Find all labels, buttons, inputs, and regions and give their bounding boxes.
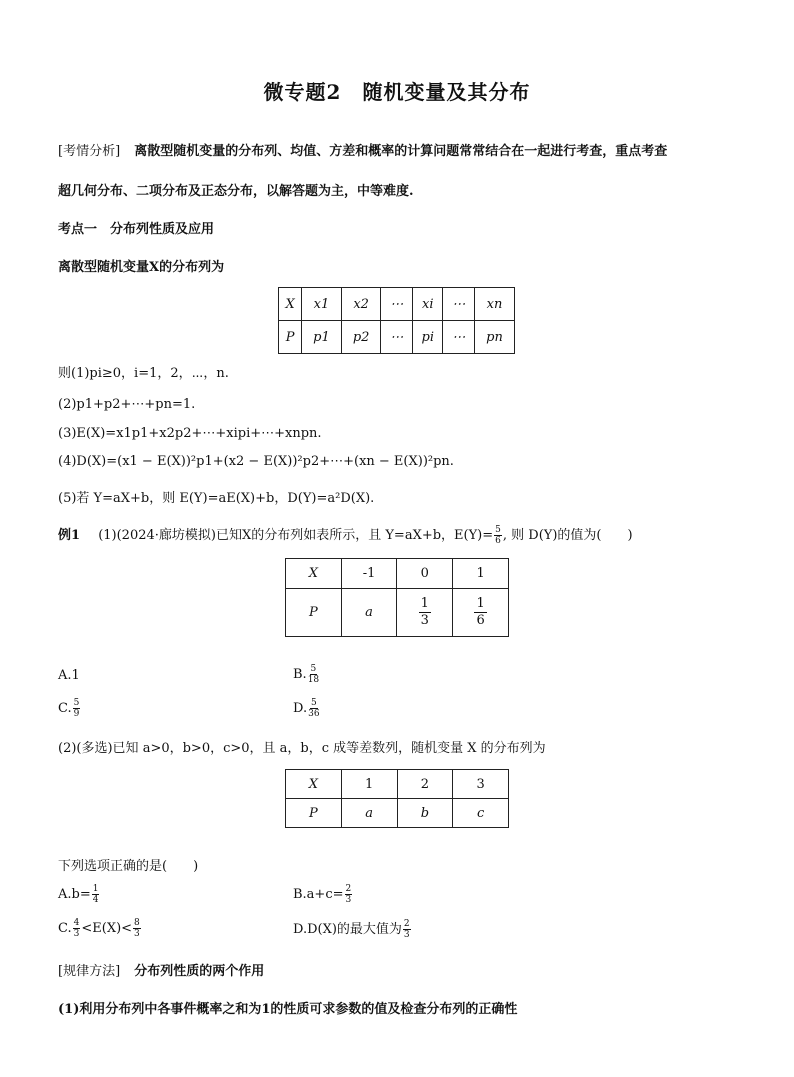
q2-option-a: A.b= $\frac{1}{4}$ (58, 884, 99, 905)
table-cell: p1 (302, 321, 342, 354)
fraction: $\frac{5}{6}$ (495, 525, 501, 546)
table-cell: c (453, 799, 509, 828)
table-cell: ⋯ (443, 288, 475, 321)
example1-question1 (58, 524, 633, 546)
analysis-line1: 离散型随机变量的分布列、均值、方差和概率的计算问题常常结合在一起进行考查，重点考查 (134, 144, 668, 159)
table-cell: 0 (397, 559, 453, 589)
table-cell: pi (413, 321, 443, 354)
property-3: (3)E(X)=x1p1+x2p2+⋯+xipi+⋯+xnpn. (58, 426, 322, 441)
fraction: $\frac{1}{6}$ (476, 596, 485, 628)
table-cell: xn (475, 288, 515, 321)
q2-option-b: B.a+c= $\frac{2}{3}$ (293, 884, 352, 905)
table-cell: X (286, 559, 342, 589)
table-cell: P (286, 589, 342, 637)
table-cell: ⋯ (443, 321, 475, 354)
table-cell: 1 (341, 770, 397, 799)
table-cell: x2 (341, 288, 381, 321)
example1-question2: (2)(多选)已知 a>0，b>0，c>0，且 a，b，c 成等差数列，随机变量 X 的分布列为 (58, 741, 546, 756)
table-cell: 3 (453, 770, 509, 799)
method-heading-line (58, 960, 264, 979)
property-5: (5)若 Y=aX+b，则 E(Y)=aE(X)+b，D(Y)=a²D(X). (58, 491, 375, 506)
analysis-paragraph (58, 140, 667, 159)
section-heading: 考点一 分布列性质及应用 (58, 222, 215, 237)
distribution-table-example2 (285, 769, 509, 828)
table-cell: p2 (341, 321, 381, 354)
option-b: B. $\frac{5}{18}$ (293, 664, 320, 685)
table-cell: x1 (302, 288, 342, 321)
property-1: 则(1)pi≥0，i=1，2，⋯，n. (58, 366, 229, 381)
table-cell: a (341, 589, 397, 637)
property-2: (2)p1+p2+⋯+pn=1. (58, 397, 196, 412)
q1-suffix: , 则 D(Y)的值为( ) (502, 528, 633, 543)
option-a: A.1 (58, 668, 80, 683)
option-c: C. $\frac{5}{9}$ (58, 698, 80, 719)
page-title: 微专题2 随机变量及其分布 (263, 80, 531, 104)
method-heading: 分布列性质的两个作用 (134, 964, 265, 979)
method-line1: (1)利用分布列中各事件概率之和为1的性质可求参数的值及检查分布列的正确性 (58, 1002, 518, 1017)
analysis-line2: 超几何分布、二项分布及正态分布，以解答题为主，中等难度. (58, 184, 414, 199)
table-cell: 1 (453, 559, 509, 589)
table-cell: a (341, 799, 397, 828)
table-cell: X (286, 770, 342, 799)
table-cell: X (279, 288, 302, 321)
table-cell: xi (413, 288, 443, 321)
question2-prompt: 下列选项正确的是( ) (58, 859, 199, 874)
table-cell: -1 (341, 559, 397, 589)
example-label: 例1 (58, 528, 81, 543)
table-cell (453, 589, 509, 637)
fraction: $\frac{1}{3}$ (420, 596, 429, 628)
distribution-table-example1 (285, 558, 509, 637)
intro-line: 离散型随机变量X的分布列为 (58, 260, 225, 275)
distribution-table-general (278, 287, 515, 354)
option-d: D. $\frac{5}{36}$ (293, 698, 320, 719)
method-tag: [规律方法] (58, 964, 121, 979)
table-cell: P (279, 321, 302, 354)
analysis-tag: [考情分析] (58, 144, 121, 159)
table-cell (397, 589, 453, 637)
table-cell: pn (475, 321, 515, 354)
q2-option-d: D.D(X)的最大值为 $\frac{2}{3}$ (293, 919, 410, 940)
table-cell: ⋯ (381, 288, 413, 321)
table-cell: b (397, 799, 453, 828)
table-cell: P (286, 799, 342, 828)
table-cell: 2 (397, 770, 453, 799)
table-cell: ⋯ (381, 321, 413, 354)
q2-option-c: C. $\frac{4}{3}$ <E(X)< $\frac{8}{3}$ (58, 918, 140, 939)
q1-prefix: (1)(2024·廊坊模拟)已知X的分布列如表所示，且 Y=aX+b，E(Y)= (98, 528, 494, 543)
property-4: (4)D(X)=(x1 − E(X))²p1+(x2 − E(X))²p2+⋯+(xn − E(X))²pn. (58, 454, 454, 469)
